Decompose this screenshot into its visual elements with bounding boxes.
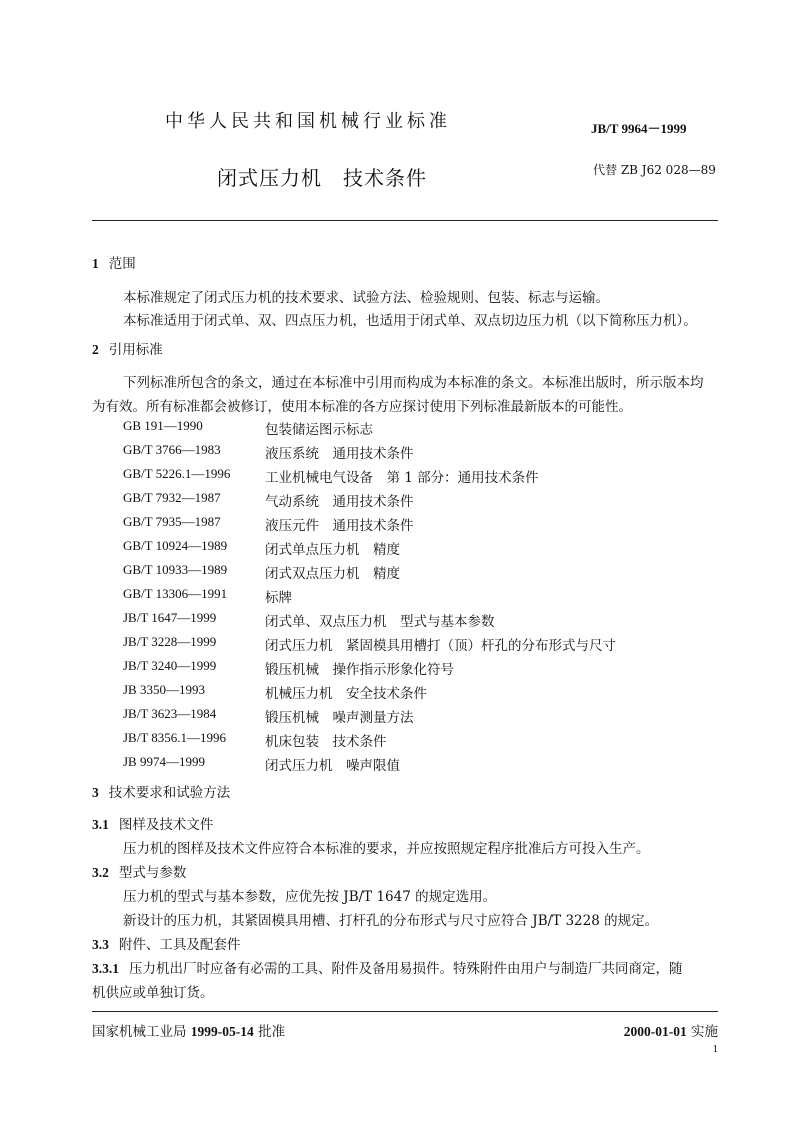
section-number: 3.3.1 bbox=[92, 961, 119, 976]
reference-code: JB/T 3240—1999 bbox=[123, 658, 217, 673]
paragraph: 压力机的图样及技术文件应符合本标准的要求，并应按照规定程序批准后方可投入生产。 bbox=[123, 841, 650, 857]
section-title: 技术要求和试验方法 bbox=[108, 785, 231, 801]
section-number: 3.3 bbox=[92, 937, 109, 952]
reference-code: JB/T 8356.1—1996 bbox=[123, 730, 227, 745]
section-number: 1 bbox=[92, 256, 99, 271]
header-divider bbox=[92, 220, 718, 221]
approve-date: 1999-05-14 bbox=[190, 1024, 254, 1039]
paragraph: 压力机出厂时应备有必需的工具、附件及备用易损件。特殊附件由用户与制造厂共同商定，随 bbox=[129, 961, 683, 977]
subsection-3-3-heading bbox=[92, 933, 240, 953]
reference-code: GB/T 10933—1989 bbox=[123, 562, 228, 577]
reference-title: 锻压机械 噪声测量方法 bbox=[265, 710, 414, 726]
paragraph: 压力机的型式与基本参数，应优先按 JB/T 1647 的规定选用。 bbox=[123, 889, 497, 905]
section-number: 2 bbox=[92, 342, 99, 357]
paragraph: 机供应或单独订货。 bbox=[92, 985, 214, 1001]
reference-title: 闭式压力机 噪声限值 bbox=[265, 758, 400, 774]
reference-title: 闭式压力机 紧固模具用槽打（顶）杆孔的分布形式与尺寸 bbox=[265, 638, 616, 654]
reference-code: GB/T 3766—1983 bbox=[123, 442, 221, 457]
reference-title: 锻压机械 操作指示形象化符号 bbox=[265, 662, 454, 678]
standard-number: JB/T 9964－1999 bbox=[591, 121, 687, 136]
reference-title: 工业机械电气设备 第 1 部分：通用技术条件 bbox=[265, 470, 539, 486]
section-title: 附件、工具及配套件 bbox=[118, 937, 241, 953]
reference-code: GB 191—1990 bbox=[123, 418, 203, 433]
reference-title: 闭式单点压力机 精度 bbox=[265, 542, 400, 558]
subsection-3-3-1 bbox=[92, 957, 683, 977]
paragraph: 本标准适用于闭式单、双、四点压力机，也适用于闭式单、双点切边压力机（以下简称压力机）。 bbox=[123, 313, 697, 329]
reference-code: JB/T 3228—1999 bbox=[123, 634, 217, 649]
reference-title: 闭式双点压力机 精度 bbox=[265, 566, 400, 582]
reference-title: 液压元件 通用技术条件 bbox=[265, 518, 414, 534]
industry-standard-heading: 中华人民共和国机械行业标准 bbox=[165, 111, 451, 132]
replaces-standard: 代替 ZB J62 028—89 bbox=[593, 163, 716, 177]
reference-code: GB/T 5226.1—1996 bbox=[123, 466, 231, 481]
section-title: 范围 bbox=[108, 256, 136, 272]
issuer: 国家机械工业局 bbox=[92, 1024, 187, 1040]
reference-title: 机械压力机 安全技术条件 bbox=[265, 686, 427, 702]
section-3-heading bbox=[92, 781, 230, 801]
effective-date: 2000-01-01 bbox=[623, 1024, 687, 1039]
document-title: 闭式压力机 技术条件 bbox=[217, 166, 427, 190]
section-number: 3.1 bbox=[92, 817, 109, 832]
section-number: 3 bbox=[92, 785, 99, 800]
reference-code: GB/T 10924—1989 bbox=[123, 538, 228, 553]
footer-divider bbox=[92, 1011, 718, 1012]
section-title: 图样及技术文件 bbox=[118, 817, 214, 833]
subsection-3-1-heading bbox=[92, 813, 213, 833]
reference-code: JB 3350—1993 bbox=[123, 682, 205, 697]
paragraph: 为有效。所有标准都会被修订，使用本标准的各方应探讨使用下列标准最新版本的可能性。 bbox=[92, 399, 632, 415]
reference-title: 机床包装 技术条件 bbox=[265, 734, 387, 750]
approval-line bbox=[92, 1020, 285, 1040]
reference-code: JB/T 3623—1984 bbox=[123, 706, 217, 721]
reference-code: GB/T 7935—1987 bbox=[123, 514, 221, 529]
reference-code: GB/T 7932—1987 bbox=[123, 490, 221, 505]
reference-title: 闭式单、双点压力机 型式与基本参数 bbox=[265, 614, 495, 630]
paragraph: 下列标准所包含的条文，通过在本标准中引用而构成为本标准的条文。本标准出版时，所示版本均 bbox=[123, 375, 704, 391]
subsection-3-2-heading bbox=[92, 861, 186, 881]
reference-code: JB 9974—1999 bbox=[123, 754, 205, 769]
paragraph: 本标准规定了闭式压力机的技术要求、试验方法、检验规则、包装、标志与运输。 bbox=[123, 290, 609, 306]
effective-line bbox=[624, 1020, 718, 1040]
paragraph: 新设计的压力机，其紧固模具用槽、打杆孔的分布形式与尺寸应符合 JB/T 3228 的规定。 bbox=[123, 913, 659, 929]
reference-title: 气动系统 通用技术条件 bbox=[265, 494, 414, 510]
reference-title: 包装储运图示标志 bbox=[265, 422, 373, 438]
section-title: 型式与参数 bbox=[118, 865, 187, 881]
section-number: 3.2 bbox=[92, 865, 109, 880]
reference-title: 标牌 bbox=[265, 590, 292, 606]
section-title: 引用标准 bbox=[108, 342, 163, 358]
effective-label: 实施 bbox=[691, 1024, 718, 1040]
approve-label: 批准 bbox=[258, 1024, 286, 1040]
page-number: 1 bbox=[712, 1043, 718, 1055]
reference-title: 液压系统 通用技术条件 bbox=[265, 446, 414, 462]
reference-code: JB/T 1647—1999 bbox=[123, 610, 217, 625]
reference-code: GB/T 13306—1991 bbox=[123, 586, 228, 601]
section-2-heading bbox=[92, 338, 163, 358]
section-1-heading bbox=[92, 252, 136, 272]
